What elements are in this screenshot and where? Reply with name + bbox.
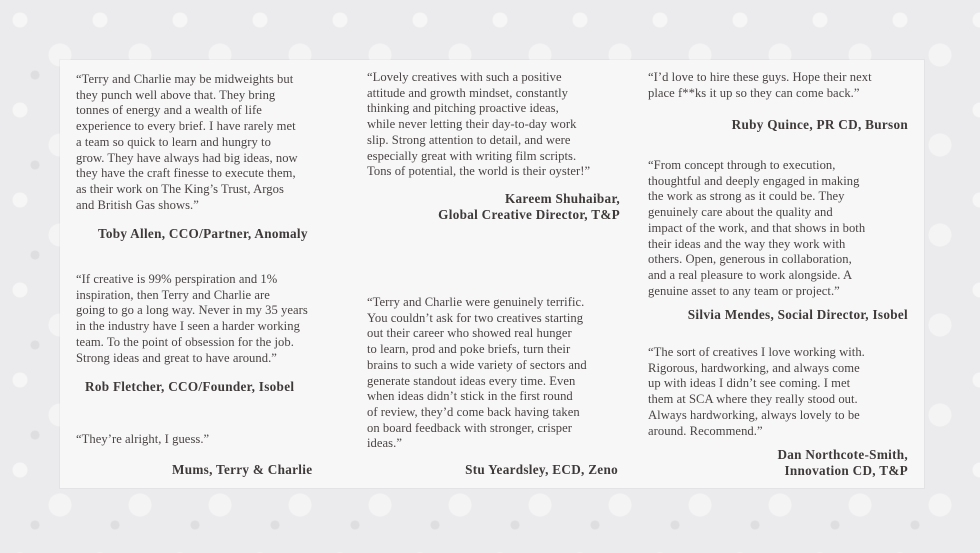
testimonial-attribution-ruby: Ruby Quince, PR CD, Burson bbox=[731, 117, 908, 132]
testimonial-attribution-stu: Stu Yeardsley, ECD, Zeno bbox=[465, 462, 618, 477]
testimonial-quote-mums: “They’re alright, I guess.” bbox=[76, 432, 210, 446]
testimonial-quote-kareem: “Lovely creatives with such a positive attitude and growth mindset, constantly thinking and pitching proactive ideas, while never letting their day-to-day work slip. Strong attention to detail, and were especially great with writing film scripts. Tons of potential, the world is their oyster!” bbox=[367, 70, 591, 179]
testimonial-quote-rob: “If creative is 99% perspiration and 1% inspiration, then Terry and Charlie are going to go a long way. Never in my 35 years in the industry have I seen a harder working team. To the point of obsession for the job. Strong ideas and great to have around.” bbox=[76, 272, 308, 365]
testimonial-quote-toby: “Terry and Charlie may be midweights but they punch well above that. They bring tonnes of energy and a wealth of life experience to every brief. I have rarely met a team so quick to learn and hungry to grow. They have always had big ideas, now they have the craft finesse to execute them, as their work on The King’s Trust, Argos and British Gas shows.” bbox=[76, 72, 298, 212]
testimonial-attribution-mums: Mums, Terry & Charlie bbox=[172, 462, 313, 477]
testimonial-quote-silvia: “From concept through to execution, thoughtful and deeply engaged in making the work as strong as it could be. They genuinely care about the quality and impact of the work, and that shows in both their ideas and the way they work with others. Open, generous in collaboration, and a real pleasure to work alongside. A genuine asset to any team or project.” bbox=[648, 158, 866, 298]
testimonial-attribution-toby: Toby Allen, CCO/Partner, Anomaly bbox=[98, 226, 308, 241]
testimonial-attribution-silvia: Silvia Mendes, Social Director, Isobel bbox=[687, 307, 908, 322]
testimonial-quote-dan: “The sort of creatives I love working with. Rigorous, hardworking, and always come up with ideas I didn’t see coming. I met them at SCA where they really stood out. Always hardworking, always lovely to be around. Recommend.” bbox=[648, 345, 865, 438]
testimonial-attribution-dan: Dan Northcote-Smith, Innovation CD, T&P bbox=[777, 447, 908, 478]
testimonial-quote-ruby: “I’d love to hire these guys. Hope their next place f**ks it up so they can come back.” bbox=[648, 70, 872, 100]
testimonial-quote-stu: “Terry and Charlie were genuinely terrific. You couldn’t ask for two creatives starting out their career who showed real hunger to learn, prod and poke briefs, turn their brains to such a wide variety of sectors and generate standout ideas every time. Even when ideas didn’t stick in the first round of review, they’d come back having taken on board feedback with stronger, crisper ideas.” bbox=[367, 295, 587, 451]
testimonial-attribution-kareem: Kareem Shuhaibar, Global Creative Director, T&P bbox=[438, 191, 620, 222]
testimonial-attribution-rob: Rob Fletcher, CCO/Founder, Isobel bbox=[85, 379, 295, 394]
